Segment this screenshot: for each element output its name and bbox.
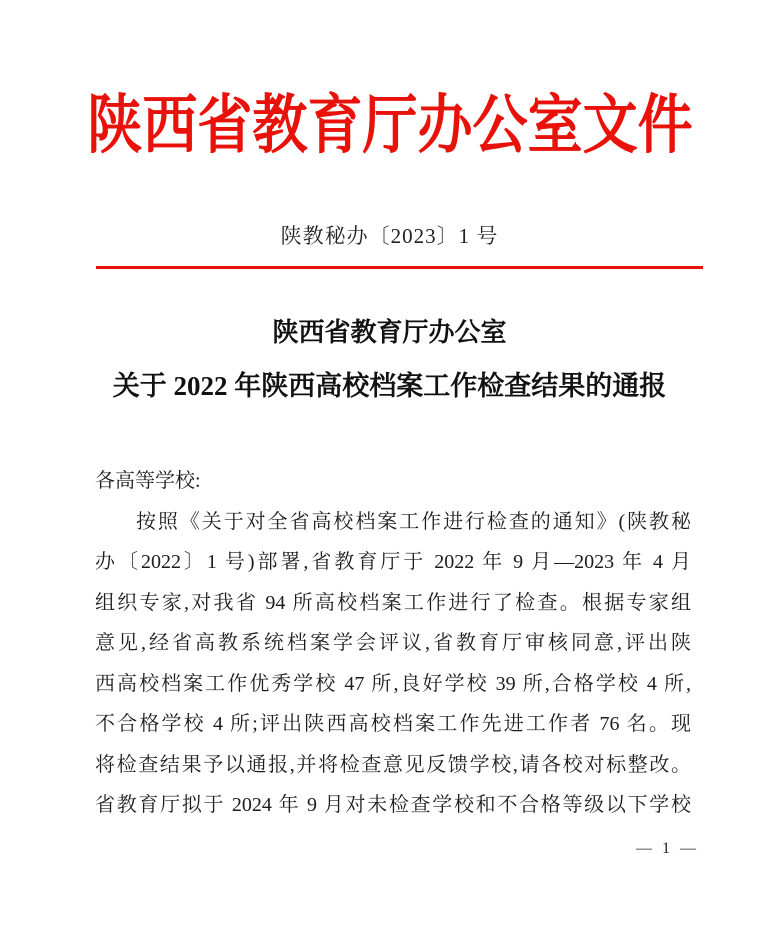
body-text-line: 按照《关于对全省高校档案工作进行检查的通知》(陕教秘 (136, 510, 691, 533)
body-salutation: 各高等学校: (95, 470, 201, 492)
body-text-line: 不合格学校 4 所;评出陕西高校档案工作先进工作者 76 名。现 (95, 713, 691, 735)
red-header-banner (0, 86, 779, 166)
body-text-line: 西高校档案工作优秀学校 47 所,良好学校 39 所,合格学校 4 所, (95, 672, 691, 695)
red-divider-line (96, 266, 703, 269)
agency-header-title: 陕西省教育厅办公室文件 (86, 90, 693, 161)
body-text-line: 将检查结果予以通报,并将检查意见反馈学校,请各校对标整改。 (95, 753, 691, 776)
body-text-line: 省教育厅拟于 2024 年 9 月对未检查学校和不合格等级以下学校 (95, 794, 691, 816)
document-title-line-2: 关于 2022 年陕西高校档案工作检查结果的通报 (112, 371, 667, 401)
document-body (95, 461, 691, 826)
page-number: — 1 — (636, 840, 699, 857)
document-title-line-1: 陕西省教育厅办公室 (272, 318, 507, 347)
body-text-line: 组织专家,对我省 94 所高校档案工作进行了检查。根据专家组 (95, 591, 691, 614)
body-text-line: 意见,经省高教系统档案学会评议,省教育厅审核同意,评出陕 (95, 632, 691, 654)
body-text-line: 办〔2022〕1 号)部署,省教育厅于 2022 年 9 月—2023 年 4 月 (95, 551, 691, 573)
document-number: 陕教秘办〔2023〕1 号 (280, 224, 499, 248)
